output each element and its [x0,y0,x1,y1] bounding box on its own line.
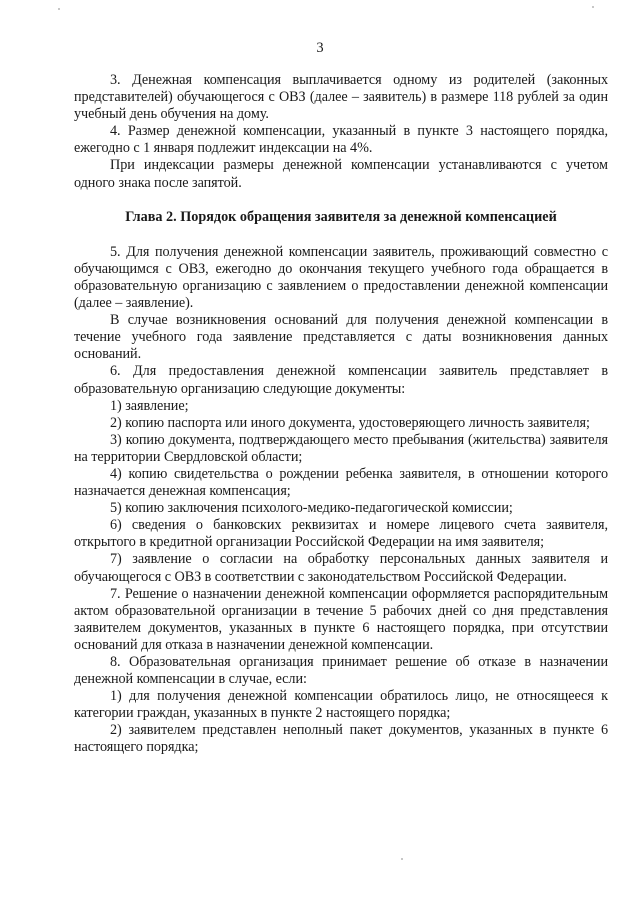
list-item: 4) копию свидетельства о рождении ребенка заявителя, в отношении которого назначается денежная компенсация; [74,465,608,500]
list-item: 7) заявление о согласии на обработку персональных данных заявителя и обучающегося с ОВЗ в соответствии с законодательством Российской Федерации. [74,551,608,585]
page-number: 3 [316,40,324,56]
paragraph-7: 7. Решение о назначении денежной компенсации оформляется распорядительным актом образовательной организации в течение 5 рабочих дней со дня представления заявителем документов, указанных в пункте 6 настоящего порядка, при отсутствии оснований для отказа в назначении денежной компенсации. [74,585,608,653]
paragraph-indexation-rounding: При индексации размеры денежной компенсации устанавливаются с учетом одного знака после запятой. [74,157,608,191]
document-body [74,72,608,757]
list-item: 1) заявление; [110,397,189,414]
paragraph-4: 4. Размер денежной компенсации, указанный в пункте 3 настоящего порядка, ежегодно с 1 января подлежит индексации на 4%. [74,123,608,157]
scan-speck [592,6,594,8]
paragraph-8: 8. Образовательная организация принимает решение об отказе в назначении денежной компенсации в случае, если: [74,654,608,688]
list-item: 2) заявителем представлен неполный пакет документов, указанных в пункте 6 настоящего порядка; [74,722,608,756]
paragraph-5: 5. Для получения денежной компенсации заявитель, проживающий совместно с обучающимся с ОВЗ, ежегодно до окончания текущего учебного года обращается в образовательную организацию с заявлением о предоставлении денежной компенсации (далее – заявление). [74,243,608,312]
list-item: 6) сведения о банковских реквизитах и номере лицевого счета заявителя, открытого в кредитной организации Российской Федерации на имя заявителя; [74,517,608,551]
scan-speck [58,8,60,10]
list-item: 5) копию заключения психолого-медико-педагогической комиссии; [110,500,513,517]
list-item: 1) для получения денежной компенсации обратилось лицо, не относящееся к категории граждан, указанных в пункте 2 настоящего порядка; [74,688,608,722]
paragraph-5-grounds: В случае возникновения оснований для получения денежной компенсации в течение учебного года заявление представляется с даты возникновения данных оснований. [74,312,608,363]
paragraph-3: 3. Денежная компенсация выплачивается одному из родителей (законных представителей) обучающегося с ОВЗ (далее – заявитель) в размере 118 рублей за один учебный день обучения на дому. [74,72,608,123]
chapter-2-heading: Глава 2. Порядок обращения заявителя за денежной компенсацией [125,208,557,225]
paragraph-6: 6. Для предоставления денежной компенсации заявитель представляет в образовательную организацию следующие документы: [74,363,608,397]
list-item: 2) копию паспорта или иного документа, удостоверяющего личность заявителя; [110,414,590,431]
list-item: 3) копию документа, подтверждающего место пребывания (жительства) заявителя на территории Свердловской области; [74,431,608,465]
scan-speck [401,858,403,860]
